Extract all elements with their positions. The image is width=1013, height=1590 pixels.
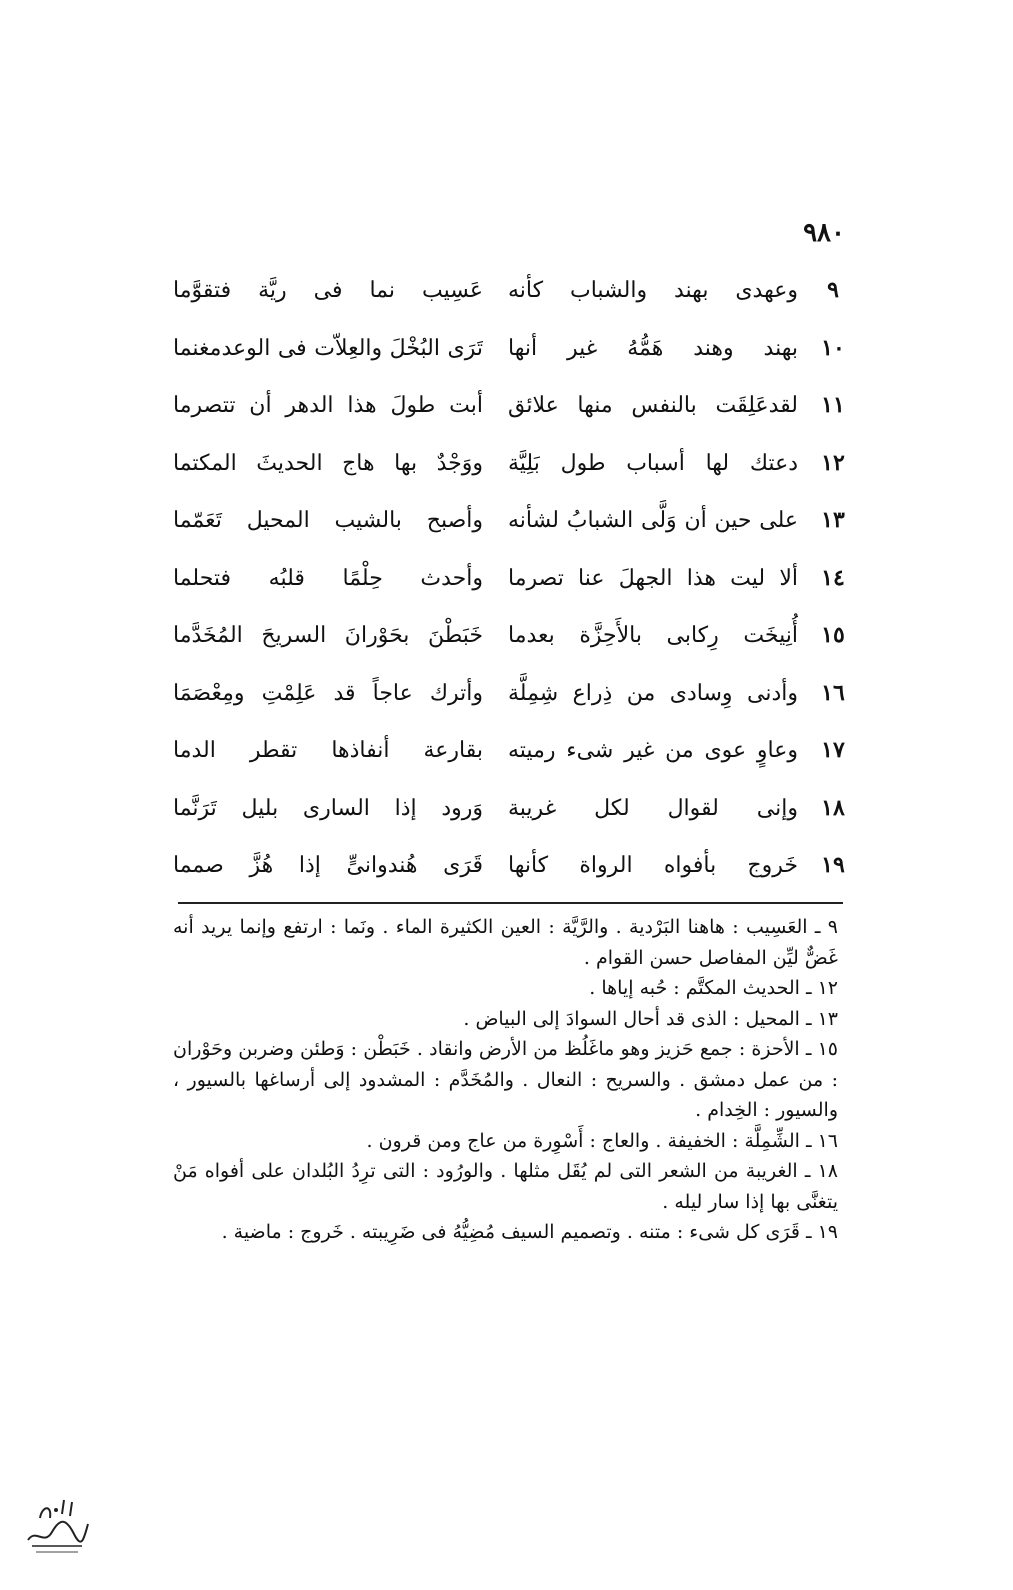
verse-number: ١٧ [821, 737, 845, 763]
verse-line [173, 837, 853, 895]
verse-number: ٩ [827, 277, 839, 303]
verse-second-hemistich: بقارعة أنفاذها تقطر الدما [173, 738, 483, 763]
footnote: ١٦ ـ الشِّمِلَّة : الخفيفة . والعاج : أَسْوِرة من عاج ومن قرون . [366, 1129, 838, 1152]
verse-line [173, 320, 853, 378]
verse-line [173, 492, 853, 550]
verse-line [173, 722, 853, 780]
verse-second-hemistich: خَبَطْنَ بحَوْرانَ السريحَ المُخَدَّما [173, 623, 483, 648]
verse-number: ١١ [821, 392, 845, 418]
verse-line [173, 665, 853, 723]
verse-line [173, 607, 853, 665]
footnote: ١٣ ـ المحيل : الذى قد أحال السوادَ إلى البياض . [463, 1007, 838, 1030]
footnote: ١٩ ـ قَرَى كل شىء : متنه . وتصميم السيف مُضِيُّهُ فى ضَرِيبته . خَروج : ماضية . [221, 1221, 838, 1243]
footnote: ٩ ـ العَسِيب : هاهنا البَرْدية . والرَّيَّة : العين الكثيرة الماء . ونَما : ارتفع وإنما يريد أنه غَضٌّ ليِّن المفاصل حسن القوام . [173, 916, 838, 969]
verse-first-hemistich: وأدنى وِسادى من ذِراع شِمِلَّة [508, 680, 798, 706]
verse-first-hemistich: خَروج بأفواه الرواة كأنها [508, 853, 798, 878]
verse-first-hemistich: على حين أن وَلَّى الشبابُ لشأنه [508, 508, 798, 533]
verse-first-hemistich: بهند وهند هَمُّهُ غير أنها [508, 335, 798, 361]
page-number: ٩٨٠ [803, 218, 845, 248]
verse-first-hemistich: أُنِيخَت رِكابى بالأَحِزَّة بعدما [508, 623, 798, 648]
footnote: ١٥ ـ الأحزة : جمع حَزيز وهو ماغَلُظ من الأرض وانقاد . خَبَطْن : وَطئن وضربن وحَوْران : من عمل دمشق . والسريح : النعال . والمُخَدَّم : المشدود إلى أرساغها بالسيور ، والسيور : الخِدام . [173, 1038, 838, 1121]
verse-line [173, 780, 853, 838]
footnotes [173, 912, 838, 1248]
library-seal-signature [22, 1488, 92, 1558]
verse-number: ١٦ [821, 679, 845, 706]
verse-number: ١٥ [821, 622, 845, 648]
poem-verses [173, 262, 853, 895]
verse-number: ١٠ [821, 334, 845, 361]
verse-second-hemistich: قَرَى هُندوانىٍّ إذا هُزَّ صمما [173, 853, 483, 878]
verse-first-hemistich: دعتك لها أسباب طول بَلِيَّة [508, 450, 798, 476]
verse-second-hemistich: عَسِيب نما فى ريَّة فتقوَّما [173, 278, 483, 303]
verse-second-hemistich: وأحدث حِلْمًا قلبُه فتحلما [173, 565, 483, 591]
verse-number: ١٣ [821, 507, 845, 533]
footnote: ١٢ ـ الحديث المكتَّم : حُبه إياها . [589, 977, 838, 999]
verse-line [173, 377, 853, 435]
verse-line [173, 262, 853, 320]
verse-second-hemistich: أبت طولَ هذا الدهر أن تتصرما [173, 393, 483, 418]
verse-second-hemistich: وأترك عاجاً قد عَلِمْتِ ومِعْصَمَا [173, 680, 483, 706]
verse-second-hemistich: وأصبح بالشيب المحيل تَعَمّما [173, 508, 483, 533]
footnote-divider [178, 902, 843, 904]
verse-number: ١٨ [821, 794, 845, 821]
footnote: ١٨ ـ الغريبة من الشعر التى لم يُقَل مثلها . والورُود : التى ترِدُ البُلدان على أفواه مَنْ يتغنَّى بها إذا سار ليله . [173, 1160, 838, 1213]
verse-number: ١٢ [821, 449, 845, 476]
verse-second-hemistich: ووَجْدٌ بها هاج الحديثَ المكتما [173, 450, 483, 476]
verse-first-hemistich: ألا ليت هذا الجهلَ عنا تصرما [508, 565, 798, 591]
verse-first-hemistich: لقدعَلِقَت بالنفس منها علائق [508, 393, 798, 418]
verse-second-hemistich: وَرود إذا السارى بليل تَرَنَّما [173, 795, 483, 821]
verse-first-hemistich: وعاوٍ عوى من غير شىء رميته [508, 738, 798, 763]
verse-number: ١٩ [821, 852, 845, 878]
verse-first-hemistich: وعهدى بهند والشباب كأنه [508, 278, 798, 303]
verse-second-hemistich: تَرَى البُخْلَ والعِلاّت فى الوعدمغنما [173, 335, 483, 361]
verse-line [173, 435, 853, 493]
verse-first-hemistich: وإنى لقوال لكل غريبة [508, 795, 798, 821]
verse-line [173, 550, 853, 608]
verse-number: ١٤ [821, 564, 845, 591]
